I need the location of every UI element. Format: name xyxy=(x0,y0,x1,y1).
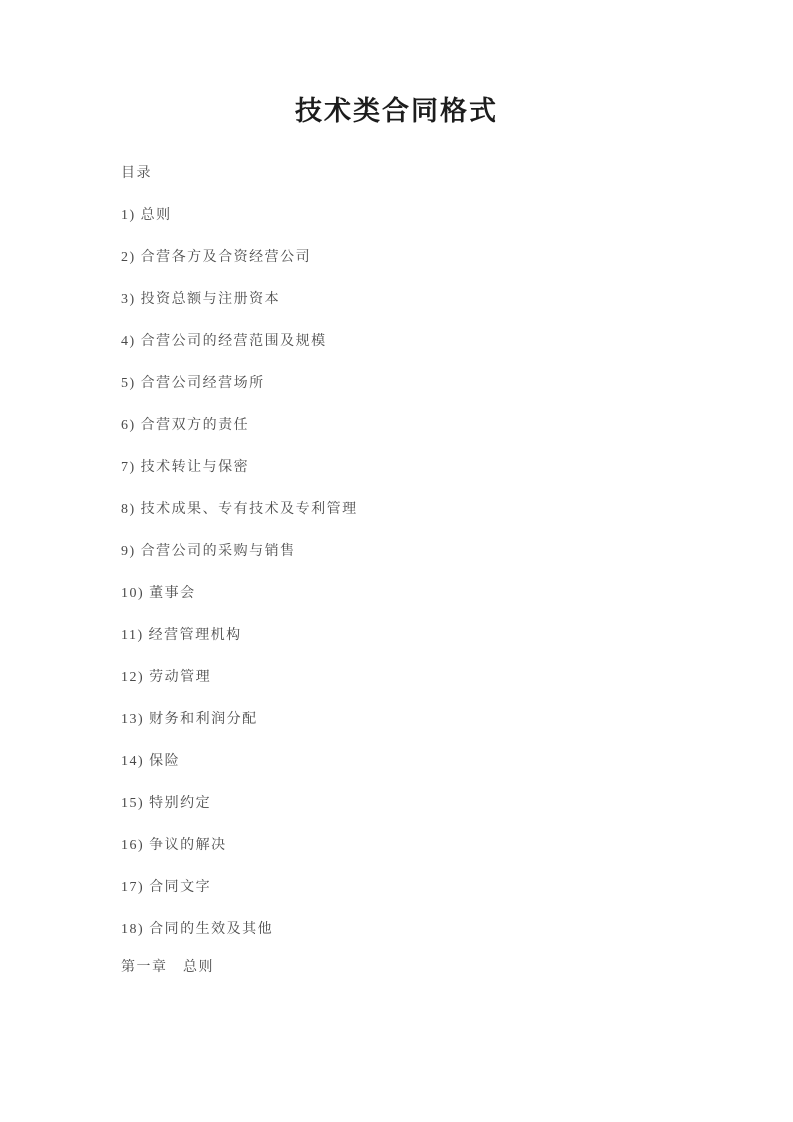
document-title: 技术类合同格式 xyxy=(295,96,498,126)
toc-item: 4) 合营公司的经营范围及规模 xyxy=(121,334,327,349)
toc-item: 7) 技术转让与保密 xyxy=(121,460,250,475)
toc-list xyxy=(121,208,693,938)
chapter-heading: 第一章 总则 xyxy=(121,960,214,975)
toc-item: 12) 劳动管理 xyxy=(121,670,212,685)
toc-item: 18) 合同的生效及其他 xyxy=(121,922,274,937)
toc-item: 1) 总则 xyxy=(121,208,172,223)
toc-heading: 目录 xyxy=(121,166,152,181)
toc-item: 15) 特别约定 xyxy=(121,796,212,811)
toc-item: 13) 财务和利润分配 xyxy=(121,712,258,727)
toc-item: 8) 技术成果、专有技术及专利管理 xyxy=(121,502,358,517)
toc-item: 3) 投资总额与注册资本 xyxy=(121,292,281,307)
document-body xyxy=(0,128,793,976)
toc-item: 5) 合营公司经营场所 xyxy=(121,376,265,391)
toc-item: 11) 经营管理机构 xyxy=(121,628,242,643)
toc-item: 6) 合营双方的责任 xyxy=(121,418,250,433)
toc-item: 14) 保险 xyxy=(121,754,181,769)
toc-item: 2) 合营各方及合资经营公司 xyxy=(121,250,312,265)
toc-item: 16) 争议的解决 xyxy=(121,838,227,853)
toc-item: 10) 董事会 xyxy=(121,586,196,601)
toc-item: 9) 合营公司的采购与销售 xyxy=(121,544,296,559)
toc-item: 17) 合同文字 xyxy=(121,880,212,895)
